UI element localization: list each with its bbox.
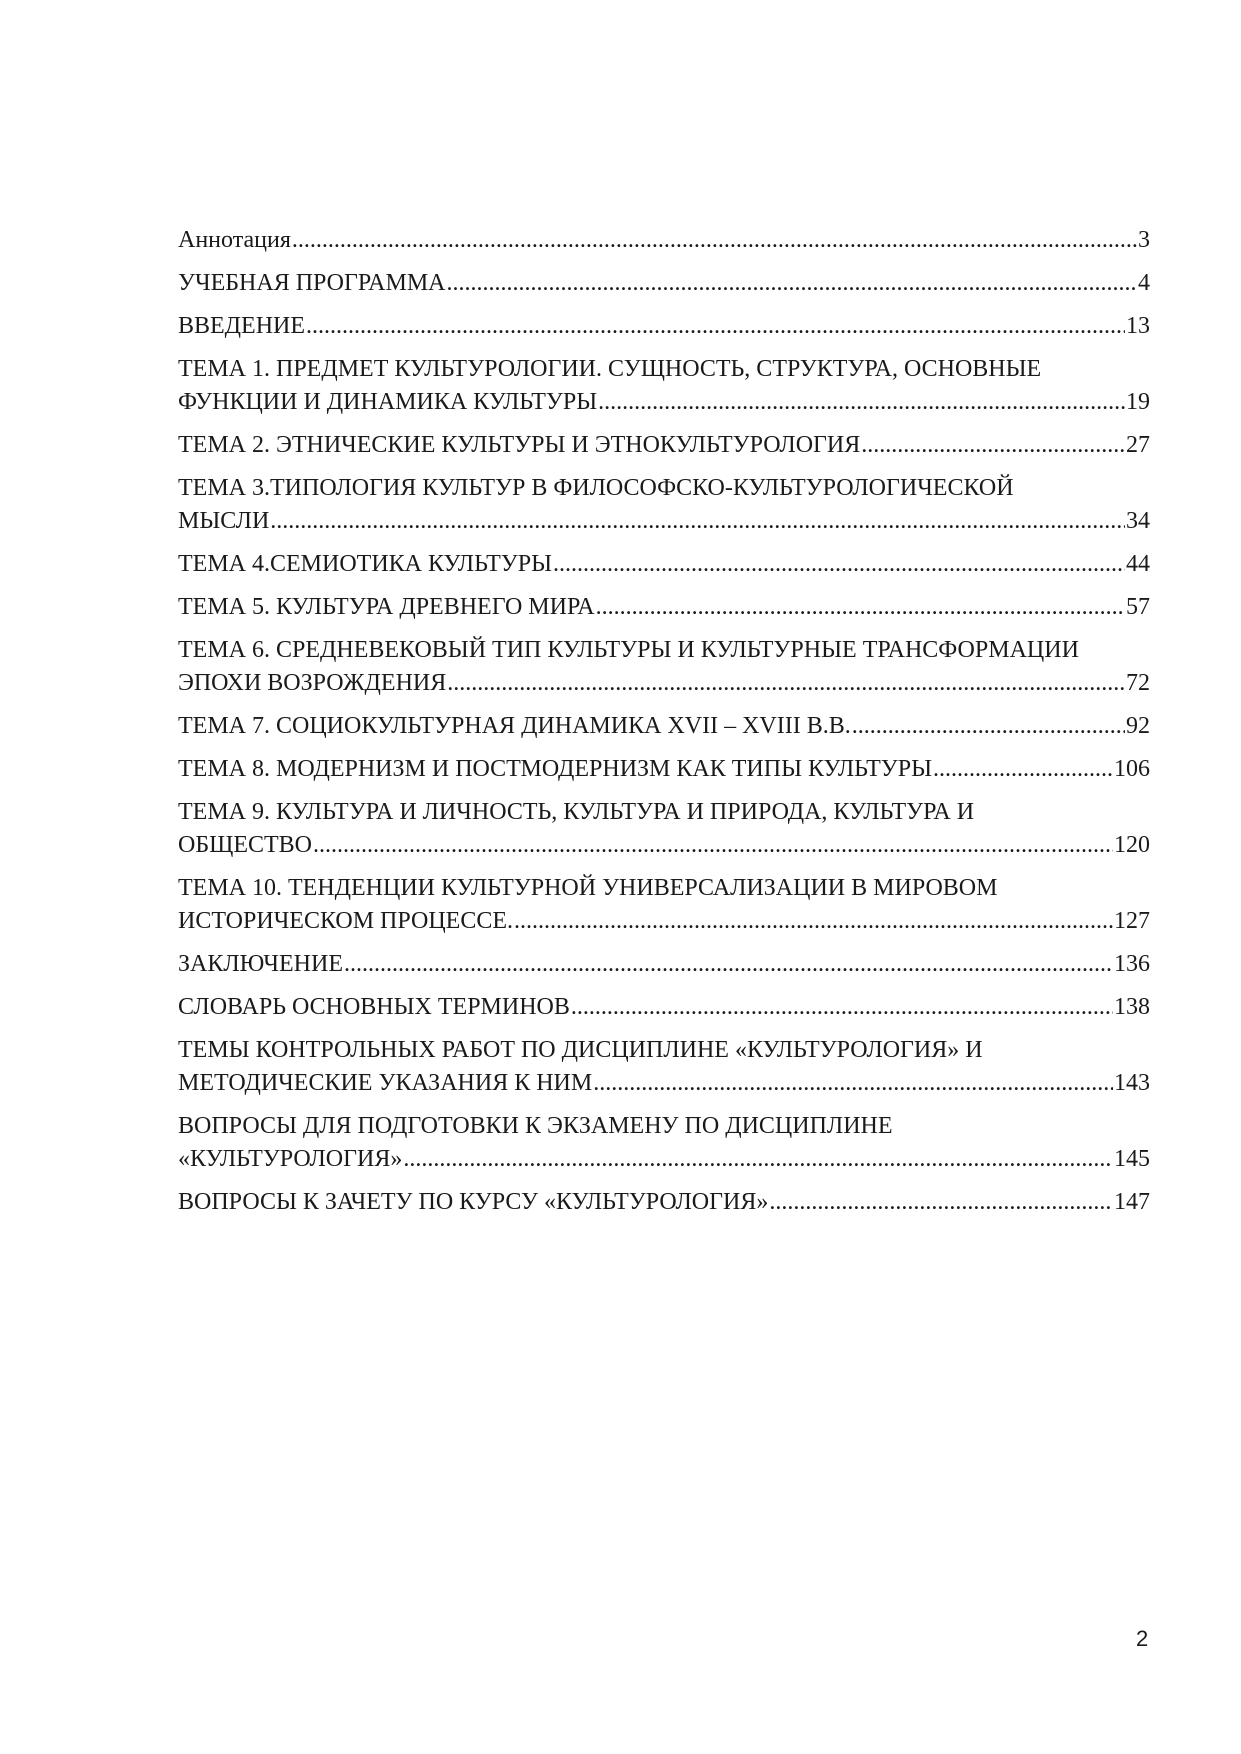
toc-entry-title-line: ТЕМА 10. ТЕНДЕНЦИИ КУЛЬТУРНОЙ УНИВЕРСАЛИЗАЦИИ В МИРОВОМ bbox=[178, 875, 998, 901]
dot-leader bbox=[447, 667, 1125, 700]
toc-entry-title: ЗАКЛЮЧЕНИЕ bbox=[178, 951, 343, 977]
toc-entry[interactable] bbox=[178, 753, 1150, 786]
dot-leader bbox=[447, 267, 1137, 300]
dot-leader bbox=[344, 948, 1113, 981]
dot-leader bbox=[306, 310, 1125, 343]
toc-entry-page: 120 bbox=[1114, 832, 1150, 858]
table-of-contents bbox=[178, 224, 1150, 1229]
toc-entry[interactable] bbox=[178, 353, 1150, 419]
toc-entry-page: 136 bbox=[1114, 951, 1150, 977]
toc-entry-title: ОБЩЕСТВО bbox=[178, 832, 312, 858]
toc-entry-page: 13 bbox=[1126, 313, 1150, 339]
dot-leader bbox=[596, 591, 1125, 624]
toc-entry[interactable] bbox=[178, 548, 1150, 581]
toc-entry[interactable] bbox=[178, 1110, 1150, 1176]
dot-leader bbox=[861, 429, 1125, 462]
toc-entry-page: 92 bbox=[1126, 713, 1150, 739]
toc-entry-title: МЕТОДИЧЕСКИЕ УКАЗАНИЯ К НИМ bbox=[178, 1070, 593, 1096]
toc-entry-title: ИСТОРИЧЕСКОМ ПРОЦЕССЕ. bbox=[178, 908, 514, 934]
dot-leader bbox=[593, 1067, 1113, 1100]
toc-entry-row bbox=[178, 267, 1150, 300]
toc-entry-page: 127 bbox=[1114, 908, 1150, 934]
toc-entry[interactable] bbox=[178, 591, 1150, 624]
toc-entry[interactable] bbox=[178, 872, 1150, 938]
toc-entry-row bbox=[178, 667, 1150, 700]
toc-entry[interactable] bbox=[178, 429, 1150, 462]
toc-entry-row bbox=[178, 710, 1150, 743]
toc-entry-title-line: ВОПРОСЫ ДЛЯ ПОДГОТОВКИ К ЭКЗАМЕНУ ПО ДИСЦИПЛИНЕ bbox=[178, 1113, 893, 1139]
toc-entry-page: 57 bbox=[1126, 594, 1150, 620]
toc-entry-title: ТЕМА 4.СЕМИОТИКА КУЛЬТУРЫ bbox=[178, 551, 552, 577]
toc-entry[interactable] bbox=[178, 948, 1150, 981]
toc-entry-row bbox=[178, 310, 1150, 343]
toc-entry-row bbox=[178, 1067, 1150, 1100]
toc-entry-page: 3 bbox=[1138, 227, 1150, 253]
dot-leader bbox=[852, 710, 1125, 743]
dot-leader bbox=[313, 829, 1113, 862]
dot-leader bbox=[553, 548, 1125, 581]
toc-entry[interactable] bbox=[178, 991, 1150, 1024]
toc-entry-title-line: ТЕМА 3.ТИПОЛОГИЯ КУЛЬТУР В ФИЛОСОФСКО-КУЛЬТУРОЛОГИЧЕСКОЙ bbox=[178, 475, 1014, 501]
toc-entry-title: МЫСЛИ bbox=[178, 508, 270, 534]
toc-entry-row bbox=[178, 1143, 1150, 1176]
toc-entry-row bbox=[178, 591, 1150, 624]
toc-entry-page: 4 bbox=[1138, 270, 1150, 296]
dot-leader bbox=[571, 991, 1113, 1024]
toc-entry-row bbox=[178, 386, 1150, 419]
toc-entry-title: ТЕМА 8. МОДЕРНИЗМ И ПОСТМОДЕРНИЗМ КАК ТИПЫ КУЛЬТУРЫ bbox=[178, 756, 932, 782]
toc-entry[interactable] bbox=[178, 267, 1150, 300]
toc-entry-title: «КУЛЬТУРОЛОГИЯ» bbox=[178, 1146, 403, 1172]
dot-leader bbox=[292, 224, 1137, 257]
toc-entry-page: 19 bbox=[1126, 389, 1150, 415]
toc-entry[interactable] bbox=[178, 1186, 1150, 1219]
toc-entry-page: 27 bbox=[1126, 432, 1150, 458]
dot-leader bbox=[270, 505, 1125, 538]
toc-entry-title: УЧЕБНАЯ ПРОГРАММА bbox=[178, 270, 446, 296]
toc-entry-title: ТЕМА 5. КУЛЬТУРА ДРЕВНЕГО МИРА bbox=[178, 594, 595, 620]
toc-entry[interactable] bbox=[178, 224, 1150, 257]
toc-entry[interactable] bbox=[178, 1034, 1150, 1100]
dot-leader bbox=[514, 905, 1113, 938]
toc-entry-title: ЭПОХИ ВОЗРОЖДЕНИЯ bbox=[178, 670, 447, 696]
toc-entry[interactable] bbox=[178, 710, 1150, 743]
toc-entry-page: 138 bbox=[1114, 994, 1150, 1020]
dot-leader bbox=[769, 1186, 1113, 1219]
toc-entry[interactable] bbox=[178, 310, 1150, 343]
toc-entry-title-line: ТЕМА 1. ПРЕДМЕТ КУЛЬТУРОЛОГИИ. СУЩНОСТЬ, СТРУКТУРА, ОСНОВНЫЕ bbox=[178, 356, 1042, 382]
toc-entry-page: 34 bbox=[1126, 508, 1150, 534]
toc-entry-row bbox=[178, 548, 1150, 581]
toc-entry-row bbox=[178, 905, 1150, 938]
toc-entry-title: СЛОВАРЬ ОСНОВНЫХ ТЕРМИНОВ bbox=[178, 994, 570, 1020]
toc-entry-row bbox=[178, 429, 1150, 462]
toc-entry-title: ВВЕДЕНИЕ bbox=[178, 313, 306, 339]
toc-entry-title-line: ТЕМА 9. КУЛЬТУРА И ЛИЧНОСТЬ, КУЛЬТУРА И ПРИРОДА, КУЛЬТУРА И bbox=[178, 799, 975, 825]
toc-entry-title: ВОПРОСЫ К ЗАЧЕТУ ПО КУРСУ «КУЛЬТУРОЛОГИЯ» bbox=[178, 1189, 769, 1215]
toc-entry-title: ТЕМА 2. ЭТНИЧЕСКИЕ КУЛЬТУРЫ И ЭТНОКУЛЬТУРОЛОГИЯ bbox=[178, 432, 861, 458]
toc-entry-row bbox=[178, 991, 1150, 1024]
toc-entry-page: 106 bbox=[1114, 756, 1150, 782]
toc-entry-page: 44 bbox=[1126, 551, 1150, 577]
toc-entry[interactable] bbox=[178, 796, 1150, 862]
toc-entry-row bbox=[178, 753, 1150, 786]
dot-leader bbox=[403, 1143, 1113, 1176]
dot-leader bbox=[598, 386, 1125, 419]
toc-entry-row bbox=[178, 505, 1150, 538]
toc-entry-title: ТЕМА 7. СОЦИОКУЛЬТУРНАЯ ДИНАМИКА XVII – XVIII В.В. bbox=[178, 713, 851, 739]
toc-entry-title-line: ТЕМЫ КОНТРОЛЬНЫХ РАБОТ ПО ДИСЦИПЛИНЕ «КУЛЬТУРОЛОГИЯ» И bbox=[178, 1037, 983, 1063]
toc-entry[interactable] bbox=[178, 634, 1150, 700]
page-number: 2 bbox=[1136, 1626, 1149, 1651]
toc-entry-page: 143 bbox=[1114, 1070, 1150, 1096]
toc-entry-page: 145 bbox=[1114, 1146, 1150, 1172]
toc-entry-title-line: ТЕМА 6. СРЕДНЕВЕКОВЫЙ ТИП КУЛЬТУРЫ И КУЛЬТУРНЫЕ ТРАНСФОРМАЦИИ bbox=[178, 637, 1079, 663]
toc-entry-row bbox=[178, 224, 1150, 257]
toc-entry-page: 72 bbox=[1126, 670, 1150, 696]
dot-leader bbox=[933, 753, 1113, 786]
toc-entry[interactable] bbox=[178, 472, 1150, 538]
toc-entry-title: Аннотация bbox=[178, 227, 291, 253]
toc-entry-row bbox=[178, 1186, 1150, 1219]
toc-entry-page: 147 bbox=[1114, 1189, 1150, 1215]
toc-entry-row bbox=[178, 948, 1150, 981]
toc-entry-row bbox=[178, 829, 1150, 862]
toc-entry-title: ФУНКЦИИ И ДИНАМИКА КУЛЬТУРЫ bbox=[178, 389, 598, 415]
